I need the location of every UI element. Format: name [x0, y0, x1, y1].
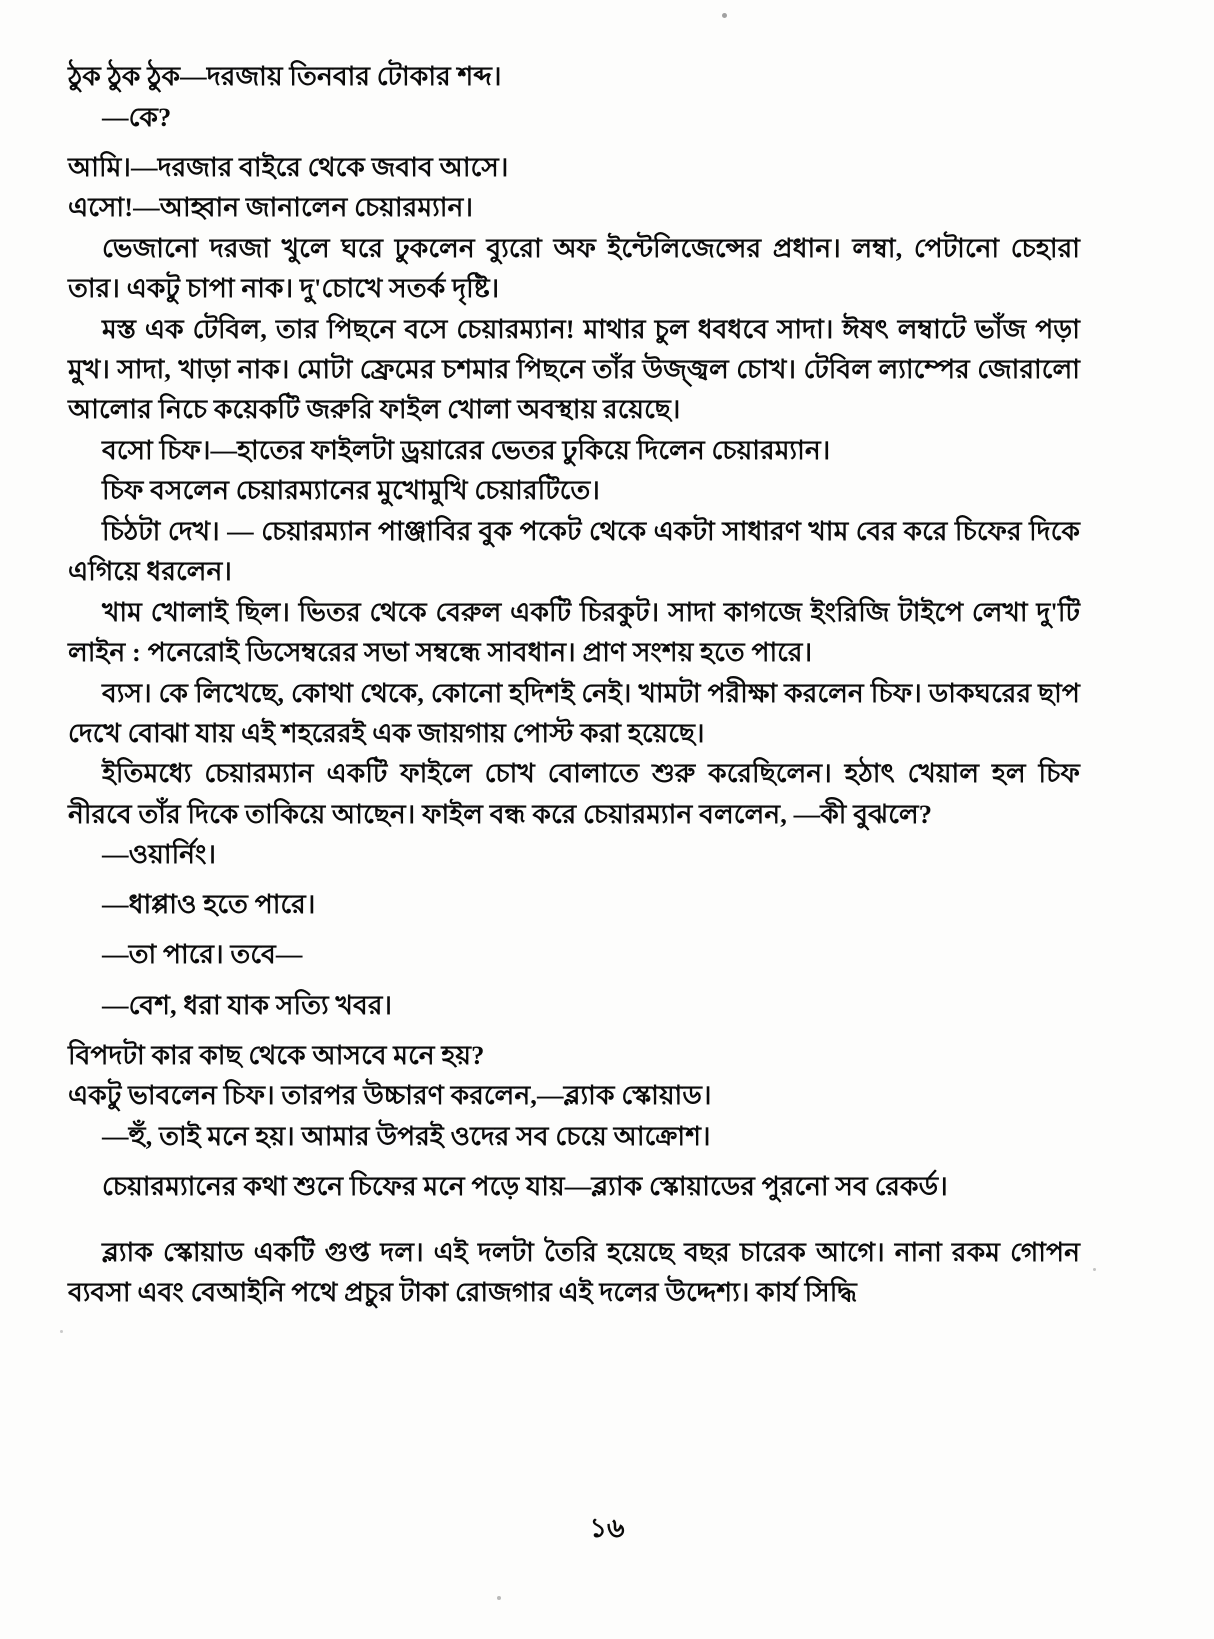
- paragraph: চিঠটা দেখ। — চেয়ারম্যান পাঞ্জাবির বুক পকেট থেকে একটা সাধারণ খাম বের করে চিফের দিকে এগিয়ে ধরলেন।: [68, 516, 1080, 587]
- page-speck: [60, 1330, 63, 1333]
- paragraph: বিপদটা কার কাছ থেকে আসবে মনে হয়?: [68, 1039, 485, 1070]
- paragraph: চেয়ারম্যানের কথা শুনে চিফের মনে পড়ে যায়—ব্ল্যাক স্কোয়াডের পুরনো সব রেকর্ড।: [102, 1171, 948, 1202]
- paragraph: খাম খোলাই ছিল। ভিতর থেকে বেরুল একটি চিরকুট। সাদা কাগজে ইংরিজি টাইপে লেখা দু'টি লাইন : পনেরোই ডিসেম্বরের সভা সম্বন্ধে সাবধান। প্রাণ সংশয় হতে পারে।: [68, 596, 1080, 667]
- page-number: ১৬: [589, 1513, 625, 1543]
- paragraph: এসো!—আহ্বান জানালেন চেয়ারম্যান।: [68, 192, 474, 223]
- paragraph: মস্ত এক টেবিল, তার পিছনে বসে চেয়ারম্যান! মাথার চুল ধবধবে সাদা। ঈষৎ লম্বাটে ভাঁজ পড়া মুখ। সাদা, খাড়া নাক। মোটা ফ্রেমের চশমার পিছনে তাঁর উজ্জ্বল চোখ। টেবিল ল্যাম্পের জোরালো আলোর নিচে কয়েকটি জরুরি ফাইল খোলা অবস্থায় রয়েছে।: [68, 313, 1080, 425]
- paragraph: ইতিমধ্যে চেয়ারম্যান একটি ফাইলে চোখ বোলাতে শুরু করেছিলেন। হঠাৎ খেয়াল হল চিফ নীরবে তাঁর দিকে তাকিয়ে আছেন। ফাইল বন্ধ করে চেয়ারম্যান বললেন, —কী বুঝলে?: [68, 758, 1080, 829]
- paragraph: —ওয়ার্নিং।: [102, 839, 217, 870]
- page-speck: [722, 13, 727, 18]
- page-speck: [1093, 1268, 1096, 1271]
- paragraph: ঠুক ঠুক ঠুক—দরজায় তিনবার টোকার শব্দ।: [68, 61, 502, 91]
- paragraph: ভেজানো দরজা খুলে ঘরে ঢুকলেন ব্যুরো অফ ইন্টেলিজেন্সের প্রধান। লম্বা, পেটানো চেহারা তার। একটু চাপা নাক। দু'চোখে সতর্ক দৃষ্টি।: [68, 233, 1080, 304]
- paragraph: —বেশ, ধরা যাক সত্যি খবর।: [102, 989, 393, 1020]
- paragraph: চিফ বসলেন চেয়ারম্যানের মুখোমুখি চেয়ারটিতে।: [102, 475, 600, 506]
- paragraph: আমি।—দরজার বাইরে থেকে জবাব আসে।: [68, 151, 509, 182]
- paragraph: একটু ভাবলেন চিফ। তারপর উচ্চারণ করলেন,—ব্ল্যাক স্কোয়াড।: [68, 1080, 712, 1111]
- page-speck: [497, 1596, 501, 1600]
- paragraph: বসো চিফ।—হাতের ফাইলটা ড্রয়ারের ভেতর ঢুকিয়ে দিলেন চেয়ারম্যান।: [102, 434, 831, 465]
- page-text-body: [68, 56, 1080, 1313]
- paragraph: —কে?: [102, 101, 172, 132]
- paragraph: —তা পারে। তবে—: [102, 939, 303, 970]
- paragraph: ব্যস। কে লিখেছে, কোথা থেকে, কোনো হদিশই নেই। খামটা পরীক্ষা করলেন চিফ। ডাকঘরের ছাপ দেখে বোঝা যায় এই শহরেরই এক জায়গায় পোস্ট করা হয়েছে।: [68, 677, 1080, 748]
- paragraph: ব্ল্যাক স্কোয়াড একটি গুপ্ত দল। এই দলটা তৈরি হয়েছে বছর চারেক আগে। নানা রকম গোপন ব্যবসা এবং বেআইনি পথে প্রচুর টাকা রোজগার এই দলের উদ্দেশ্য। কার্য সিদ্ধি: [68, 1237, 1080, 1308]
- paragraph: —হুঁ, তাই মনে হয়। আমার উপরই ওদের সব চেয়ে আক্রোশ।: [102, 1121, 711, 1152]
- paragraph: —ধাপ্পাও হতে পারে।: [102, 889, 316, 920]
